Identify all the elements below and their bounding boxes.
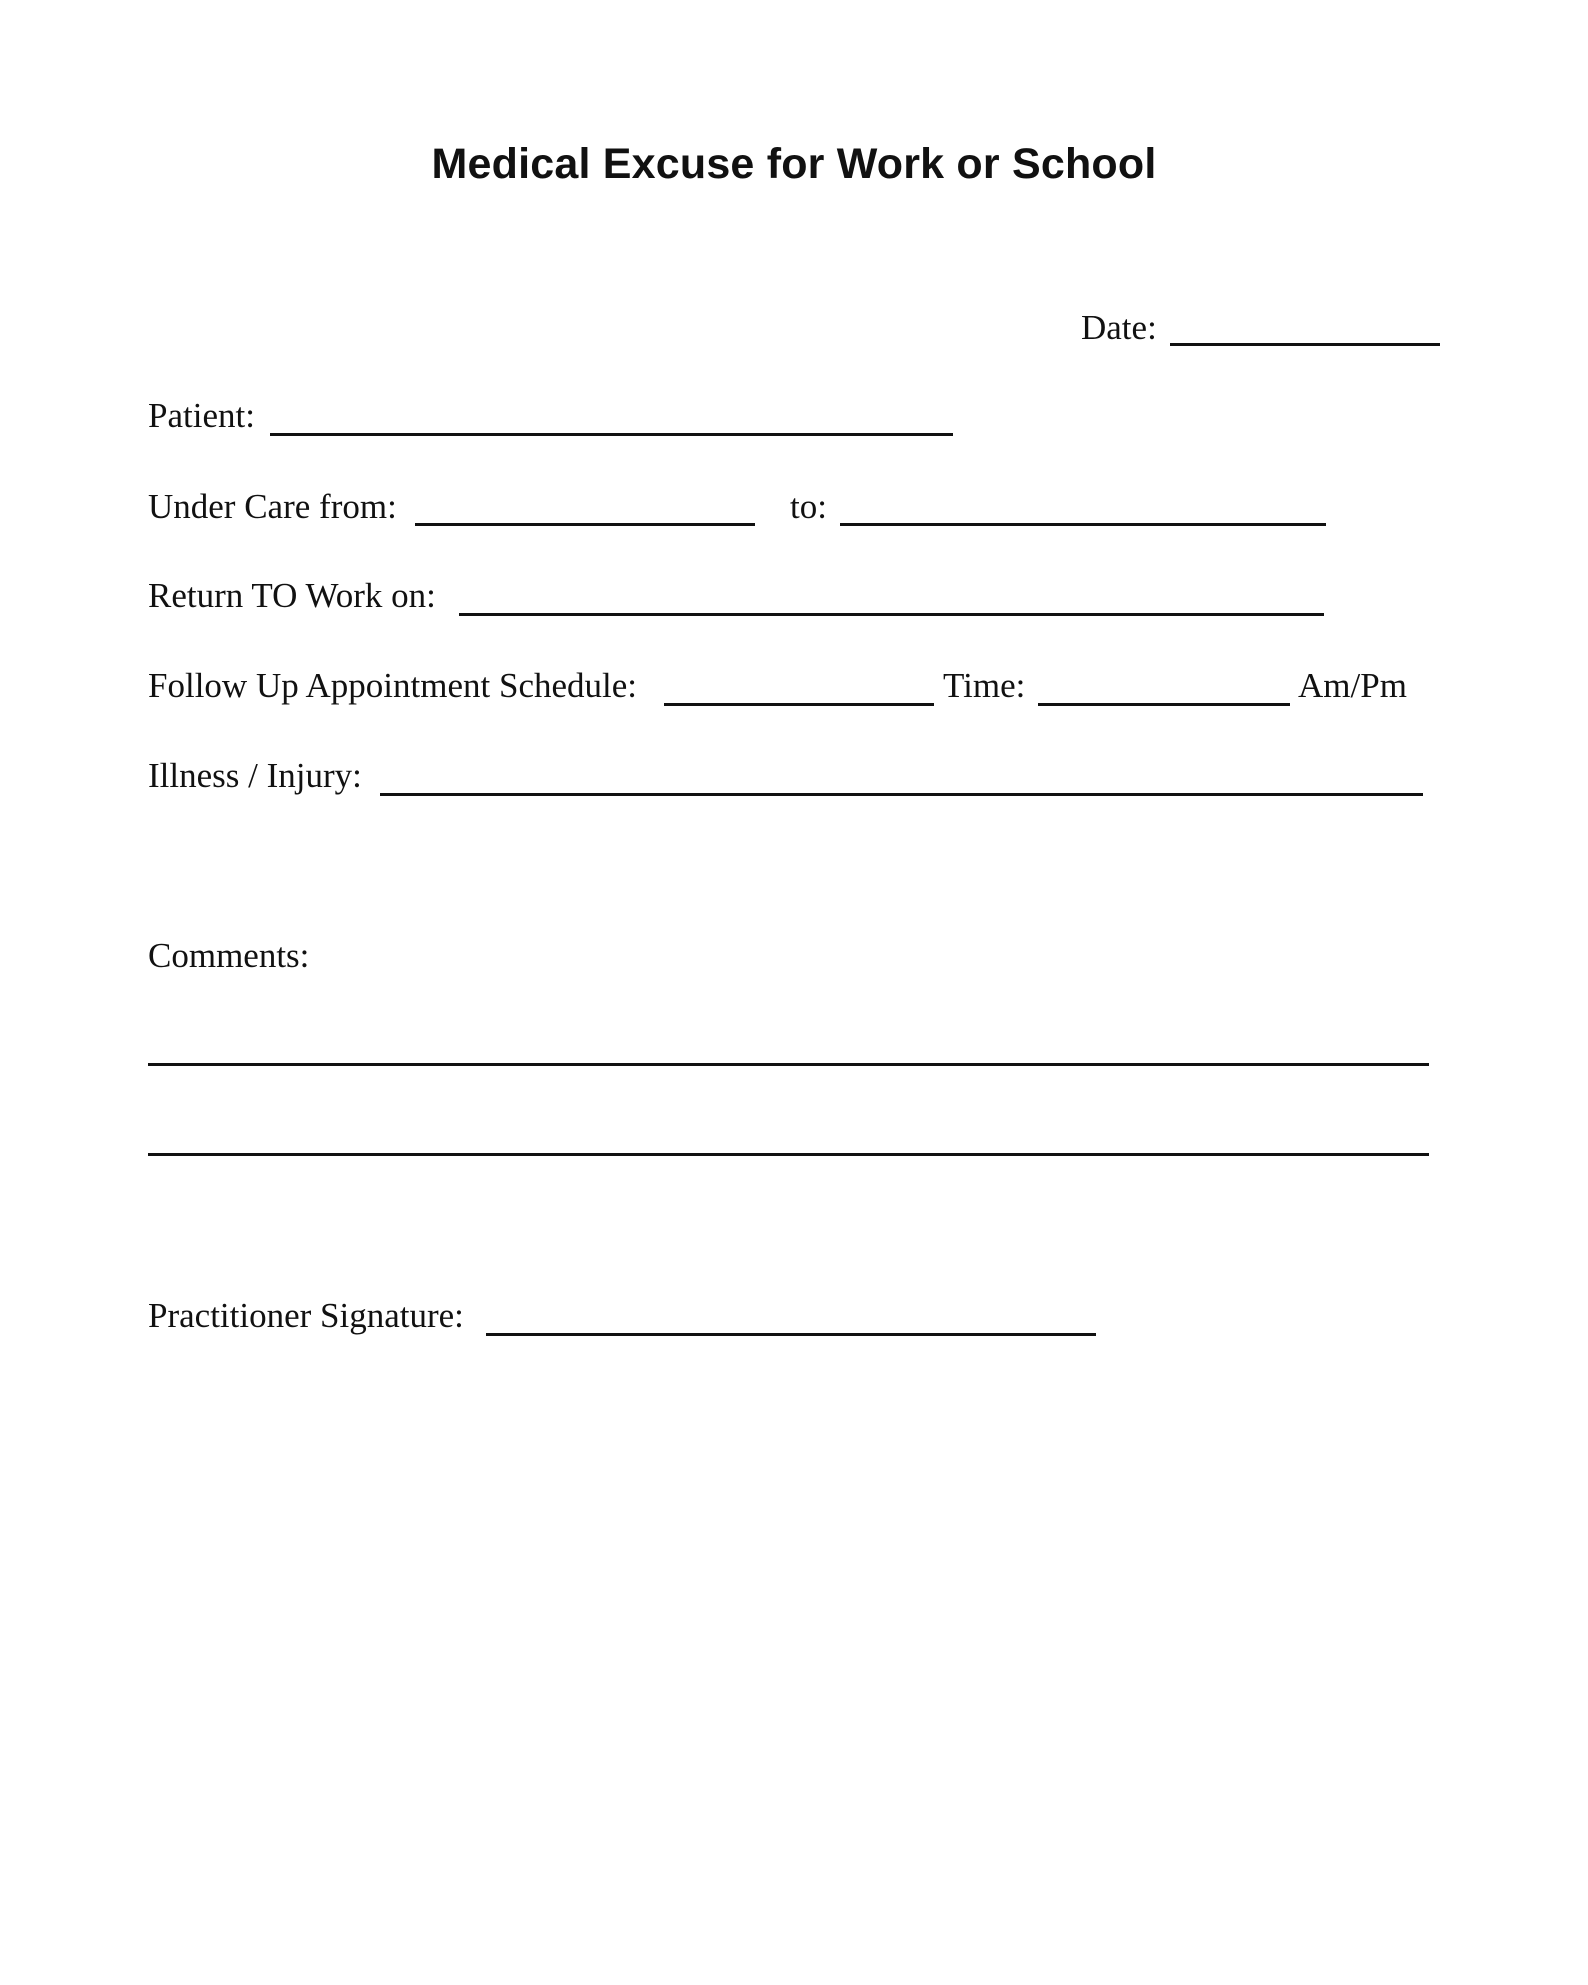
- time-field[interactable]: [1038, 703, 1290, 706]
- follow-up-label: Follow Up Appointment Schedule:: [148, 666, 638, 705]
- illness-injury-label: Illness / Injury:: [148, 756, 362, 795]
- under-care-to-label: to:: [790, 487, 827, 526]
- time-label: Time:: [943, 666, 1026, 705]
- date-label: Date:: [1081, 308, 1157, 347]
- under-care-from-label: Under Care from:: [148, 487, 397, 526]
- signature-field[interactable]: [486, 1333, 1096, 1336]
- illness-injury-field[interactable]: [380, 793, 1423, 796]
- date-field[interactable]: [1170, 343, 1440, 346]
- signature-label: Practitioner Signature:: [148, 1296, 464, 1335]
- patient-field[interactable]: [270, 433, 953, 436]
- follow-up-field[interactable]: [664, 703, 934, 706]
- under-care-to-field[interactable]: [840, 523, 1326, 526]
- return-to-work-field[interactable]: [459, 613, 1324, 616]
- comments-line-2[interactable]: [148, 1153, 1429, 1156]
- comments-line-1[interactable]: [148, 1063, 1429, 1066]
- ampm-label: Am/Pm: [1298, 666, 1407, 705]
- under-care-from-field[interactable]: [415, 523, 755, 526]
- comments-label: Comments:: [148, 936, 310, 975]
- form-title: Medical Excuse for Work or School: [431, 140, 1157, 188]
- patient-label: Patient:: [148, 396, 255, 435]
- return-to-work-label: Return TO Work on:: [148, 576, 436, 615]
